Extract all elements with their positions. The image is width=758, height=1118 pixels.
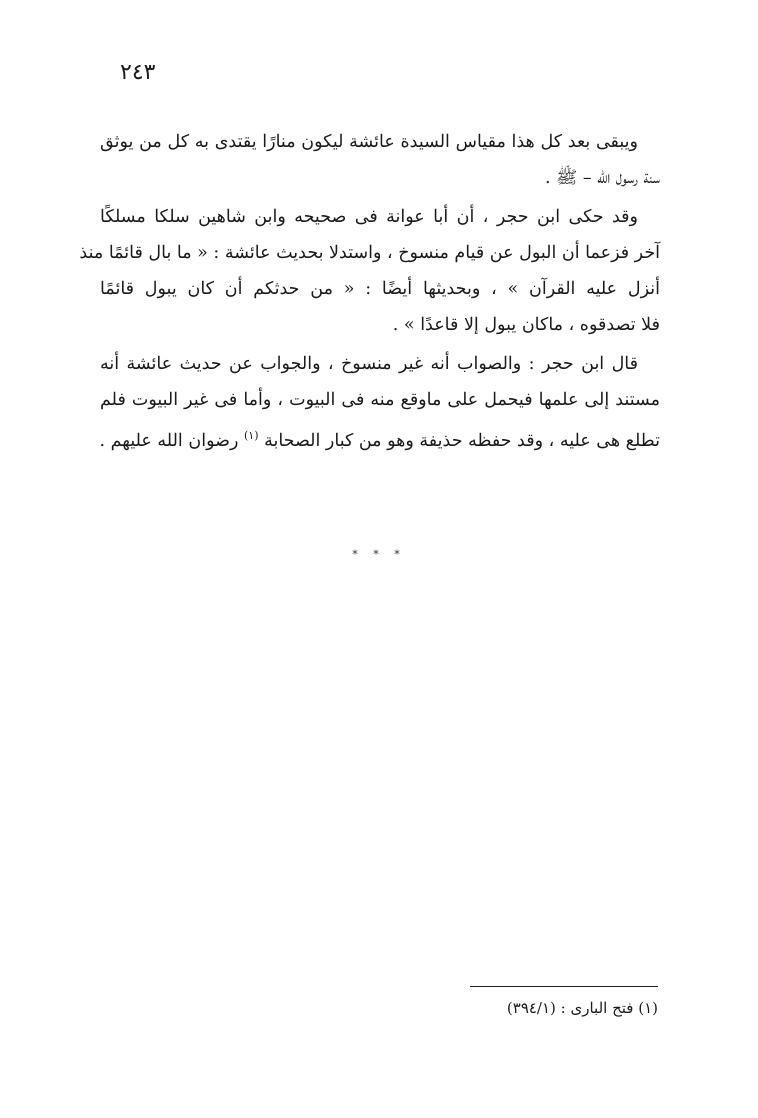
footnote-marker: (١) bbox=[244, 429, 259, 443]
paragraph-2-line-2: آخر فزعما أن البول عن قيام منسوخ ، واستدلا بحديث عائشة : « ما بال قائمًا منذ bbox=[79, 242, 660, 263]
footnote: (١) فتح البارى : (٣٩٤/١) bbox=[506, 999, 658, 1017]
paragraph-2-line-3: أنزل عليه القرآن » ، وبحديثها أيضًا : « من حدثكم أن كان يبول قائمًا bbox=[100, 279, 660, 300]
paragraph-3-line-1: قال ابن حجر : والصواب أنه غير منسوخ ، والجواب عن حديث عائشة أنه bbox=[100, 353, 638, 374]
paragraph-2-line-4: فلا تصدقوه ، ماكان يبول إلا قاعدًا » . bbox=[392, 315, 660, 336]
paragraph-2 bbox=[79, 199, 660, 344]
paragraph-1 bbox=[100, 124, 660, 197]
paragraph-3-line-3: تطلع هى عليه ، وقد حفظه حذيفة وهو من كبار الصحابة $^{(١)}$ رضوان الله عليهم . bbox=[99, 429, 660, 452]
paragraph-2-line-1: وقد حكى ابن حجر ، أن أبا عوانة فى صحيحه وابن شاهين سلكا مسلكًا bbox=[100, 206, 638, 227]
paragraph-1-line-1: ويبقى بعد كل هذا مقياس السيدة عائشة ليكون منارًا يقتدى به كل من يوثق bbox=[100, 132, 638, 152]
paragraph-3 bbox=[100, 346, 660, 460]
paragraph-1-line-2: سنة رسول الله – ﷺ . bbox=[545, 168, 660, 189]
footnote-rule bbox=[470, 986, 658, 987]
page-number: ٢٤٣ bbox=[120, 60, 156, 85]
paragraph-3-line-2: مستند إلى علمها فيحمل على ماوقع منه فى البيوت ، وأما فى غير البيوت فلم bbox=[100, 390, 660, 411]
body-text bbox=[79, 124, 660, 460]
section-separator: * * * bbox=[352, 548, 406, 561]
